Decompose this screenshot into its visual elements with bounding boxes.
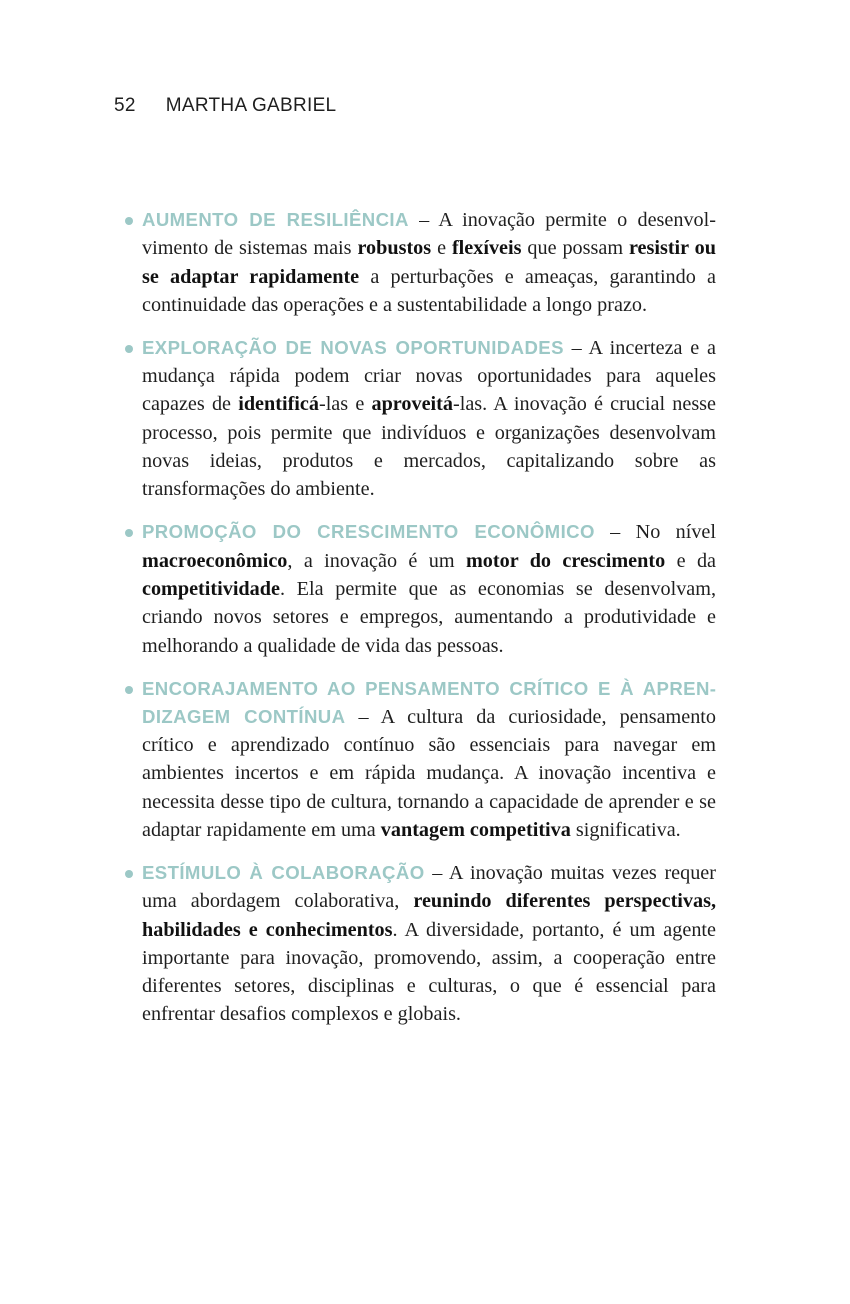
bullet-text: -las. A inovação é crucial nesse processo, pois permite que indivíduos e organizações desenvolvam novas ideias, produtos e mercados, capitalizando sobre as transformações do ambiente. [142, 393, 717, 501]
running-head-author: MARTHA GABRIEL [165, 95, 337, 116]
bullet-emphasis: resistir ou se adaptar rapidamente [142, 237, 716, 288]
bullet-dot-icon [125, 217, 133, 225]
bullet-text: , a inovação é um [287, 549, 466, 572]
bullet-dash: – [594, 521, 636, 544]
bullet-text: A inovação muitas vezes requer uma abordagem colaborativa, [142, 861, 716, 913]
bullet-emphasis: macroeconômico [142, 549, 288, 572]
bullet-emphasis: motor do crescimento [465, 549, 666, 572]
bullet-list [142, 206, 716, 1043]
bullet-item-colaboracao [142, 859, 716, 1029]
bullet-dot-icon [125, 686, 133, 694]
bullet-text: e [431, 237, 452, 260]
bullet-text: No nível [635, 521, 716, 544]
bullet-text: a perturbações e ameaças, garantindo a continuidade das operações e a sustentabilidade a longo prazo. [142, 265, 716, 316]
bullet-heading: ESTÍMULO À COLABORAÇÃO [142, 861, 425, 883]
bullet-heading: ENCORAJAMENTO AO PENSAMENTO CRÍTICO E À APRENDIZAGEM CONTÍNUA [142, 677, 716, 727]
bullet-heading: AUMENTO DE RESILIÊNCIA [142, 209, 409, 230]
bullet-text: . Ela permite que as economias se desenvolvam, criando novos setores e empregos, aumentando a produtividade e melhorando a qualidade de vida das pessoas. [142, 577, 716, 657]
bullet-text: . A diversidade, portanto, é um agente importante para inovação, promovendo, assim, a cooperação entre diferentes setores, disciplinas e culturas, o que é essencial para enfrentar desafios complexos e globais. [142, 918, 716, 1026]
bullet-emphasis: identificá [238, 393, 319, 416]
bullet-emphasis: aproveitá [371, 393, 453, 416]
bullet-text: que possam [521, 237, 629, 260]
bullet-emphasis: vantagem competitiva [380, 819, 571, 841]
bullet-item-resiliencia [142, 206, 716, 319]
bullet-emphasis: robustos [357, 237, 432, 260]
bullet-text: A inovação permite o desenvolvimento de sistemas mais [142, 209, 716, 260]
bullet-dash: – [408, 209, 439, 231]
running-head [114, 95, 336, 117]
bullet-dot-icon [125, 870, 133, 878]
bullet-dash: – [424, 861, 449, 884]
bullet-heading: EXPLORAÇÃO DE NOVAS OPORTUNIDADES [142, 336, 564, 358]
bullet-dash: – [345, 705, 381, 728]
bullet-emphasis: competitividade [142, 577, 280, 600]
bullet-item-pensamento-critico [142, 675, 716, 845]
bullet-item-oportunidades [142, 334, 716, 504]
bullet-emphasis: flexíveis [451, 237, 522, 260]
bullet-text: A cultura da curiosidade, pensamento crítico e aprendizado contínuo são essenciais para navegar em ambientes incertos e em rápida mudança. A inovação incentiva e necessita desse tipo de cultura, tornando a capacidade de aprender e se adaptar rapidamente em uma [142, 705, 717, 841]
bullet-text: significativa. [570, 819, 681, 841]
bullet-dot-icon [125, 529, 133, 537]
bullet-item-crescimento [142, 518, 716, 659]
page-number: 52 [114, 95, 136, 116]
bullet-text: A incerteza e a mudança rápida podem criar novas oportunidades para aqueles capazes de [142, 336, 716, 416]
bullet-heading: PROMOÇÃO DO CRESCIMENTO ECONÔMICO [142, 521, 595, 543]
bullet-text: e da [665, 549, 716, 572]
bullet-emphasis: reunindo diferentes perspectivas, habilidades e conhecimentos [142, 890, 716, 941]
bullet-dash: – [563, 336, 589, 359]
bullet-text: -las e [318, 393, 372, 416]
bullet-dot-icon [125, 345, 133, 353]
